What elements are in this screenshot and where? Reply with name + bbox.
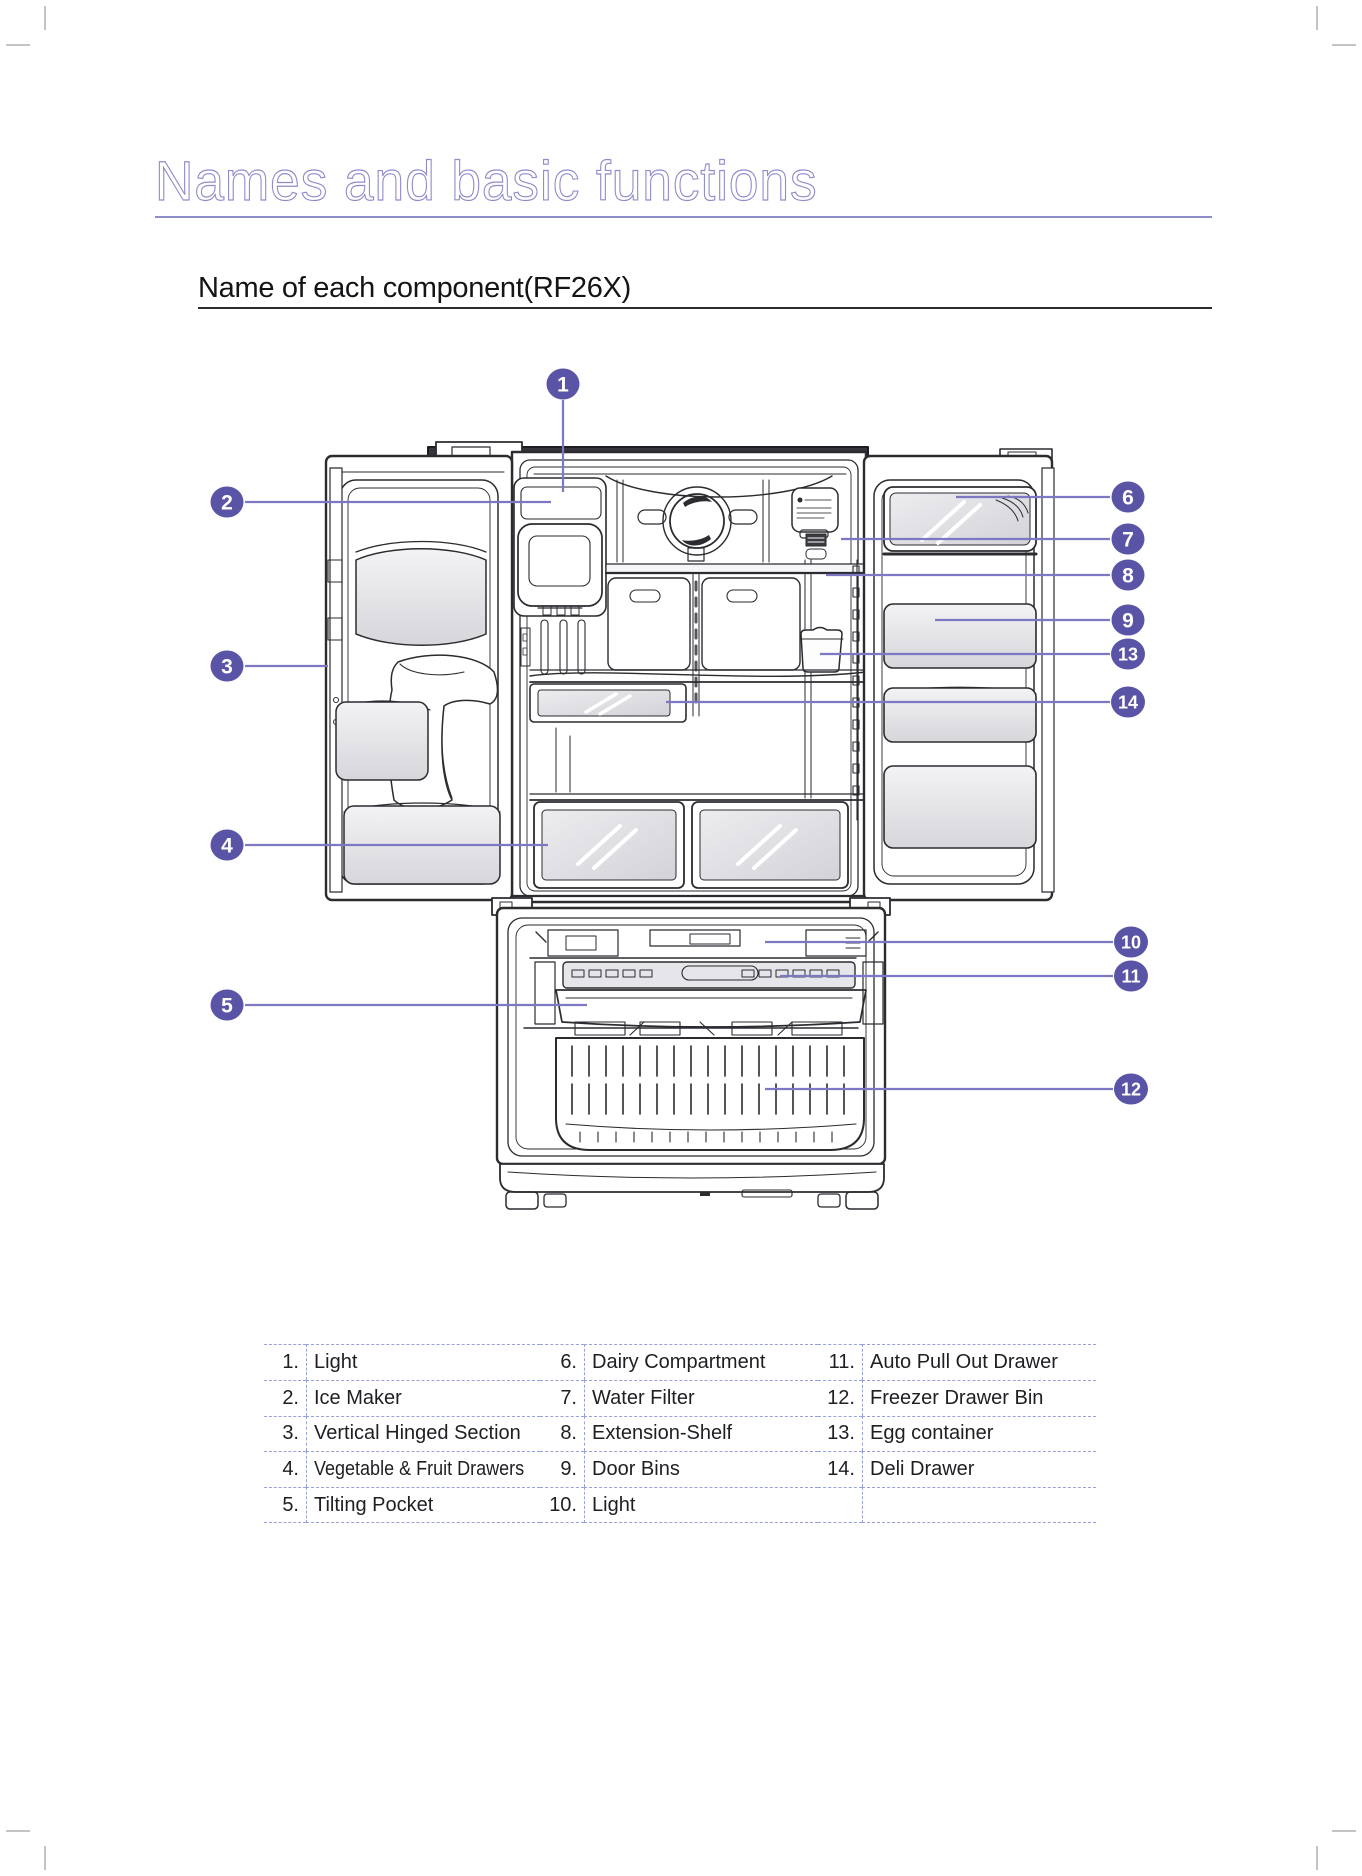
freezer-drawer-bin: [556, 1038, 864, 1150]
svg-text:7: 7: [1122, 528, 1134, 552]
vertical-hinged-section: [328, 468, 342, 892]
left-door: [326, 456, 512, 900]
callout-14: [1111, 687, 1145, 718]
deli-drawer: [530, 684, 686, 722]
legend-number: 14.: [818, 1451, 862, 1487]
callout-2: [211, 487, 244, 518]
callout-6: [1112, 482, 1145, 513]
legend-number: 3.: [264, 1416, 306, 1452]
callout-11: [1114, 961, 1148, 992]
callout-12: [1114, 1074, 1148, 1105]
callout-13: [1111, 639, 1145, 670]
right-door-bin-middle: [884, 687, 1036, 742]
legend-number: 8.: [540, 1416, 584, 1452]
legend-label: Light: [306, 1344, 540, 1380]
svg-text:8: 8: [1122, 564, 1134, 588]
callout-7: [1112, 524, 1145, 555]
svg-text:14: 14: [1117, 692, 1139, 713]
pull-out-drawer: [530, 958, 883, 1027]
legend-number: 7.: [540, 1380, 584, 1416]
callout-4: [211, 830, 244, 861]
section-heading: Name of each component(RF26X): [198, 272, 631, 304]
legend-label: Water Filter: [584, 1380, 818, 1416]
svg-text:13: 13: [1117, 644, 1139, 665]
right-door-hinge-strip: [1042, 468, 1054, 892]
left-door-mid-bin: [336, 701, 430, 780]
left-door-top-bin: [356, 542, 486, 646]
legend-label: Light: [584, 1487, 818, 1523]
egg-container: [800, 628, 843, 673]
callout-5: [211, 990, 244, 1021]
legend-number: [818, 1487, 862, 1523]
callout-3: [211, 651, 244, 682]
legend-label: Ice Maker: [306, 1380, 540, 1416]
left-door-bottom-bin: [344, 803, 500, 884]
page-title: Names and basic functions: [155, 149, 818, 212]
svg-text:10: 10: [1120, 932, 1142, 953]
callout-10: [1114, 927, 1148, 958]
legend-label: Auto Pull Out Drawer: [862, 1344, 1096, 1380]
callout-1: [547, 369, 580, 400]
legend-label: Door Bins: [584, 1451, 818, 1487]
svg-text:6: 6: [1122, 486, 1134, 510]
legend-number: 10.: [540, 1487, 584, 1523]
freezer-base: [500, 1164, 884, 1209]
svg-text:5: 5: [221, 994, 233, 1018]
component-legend-table: [264, 1344, 1096, 1523]
right-door-bin-upper: [884, 604, 1036, 668]
legend-label: Freezer Drawer Bin: [862, 1380, 1096, 1416]
legend-number: 2.: [264, 1380, 306, 1416]
legend-label: Extension-Shelf: [584, 1416, 818, 1452]
legend-label: Vertical Hinged Section: [306, 1416, 540, 1452]
extension-shelf: [606, 564, 866, 573]
legend-number: 4.: [264, 1451, 306, 1487]
callout-8: [1112, 560, 1145, 591]
right-door-bin-lower: [884, 766, 1036, 848]
legend-number: 9.: [540, 1451, 584, 1487]
legend-label: [862, 1487, 1096, 1523]
legend-label: Egg container: [862, 1416, 1096, 1452]
svg-text:2: 2: [221, 491, 233, 515]
legend-number: 13.: [818, 1416, 862, 1452]
legend-number: 6.: [540, 1344, 584, 1380]
legend-number: 1.: [264, 1344, 306, 1380]
svg-text:3: 3: [221, 655, 233, 679]
svg-text:12: 12: [1120, 1079, 1142, 1100]
legend-label: Dairy Compartment: [584, 1344, 818, 1380]
svg-text:1: 1: [557, 373, 569, 397]
fridge-interior: [512, 452, 866, 902]
svg-text:9: 9: [1122, 609, 1134, 633]
freezer-section: [492, 898, 890, 1209]
legend-label: Deli Drawer: [862, 1451, 1096, 1487]
legend-label: Tilting Pocket: [306, 1487, 540, 1523]
legend-label: Vegetable & Fruit Drawers: [306, 1451, 540, 1487]
right-door: [864, 456, 1054, 900]
svg-text:11: 11: [1121, 966, 1141, 987]
legend-number: 11.: [818, 1344, 862, 1380]
legend-number: 12.: [818, 1380, 862, 1416]
callout-9: [1112, 605, 1145, 636]
svg-text:4: 4: [221, 834, 233, 858]
legend-number: 5.: [264, 1487, 306, 1523]
